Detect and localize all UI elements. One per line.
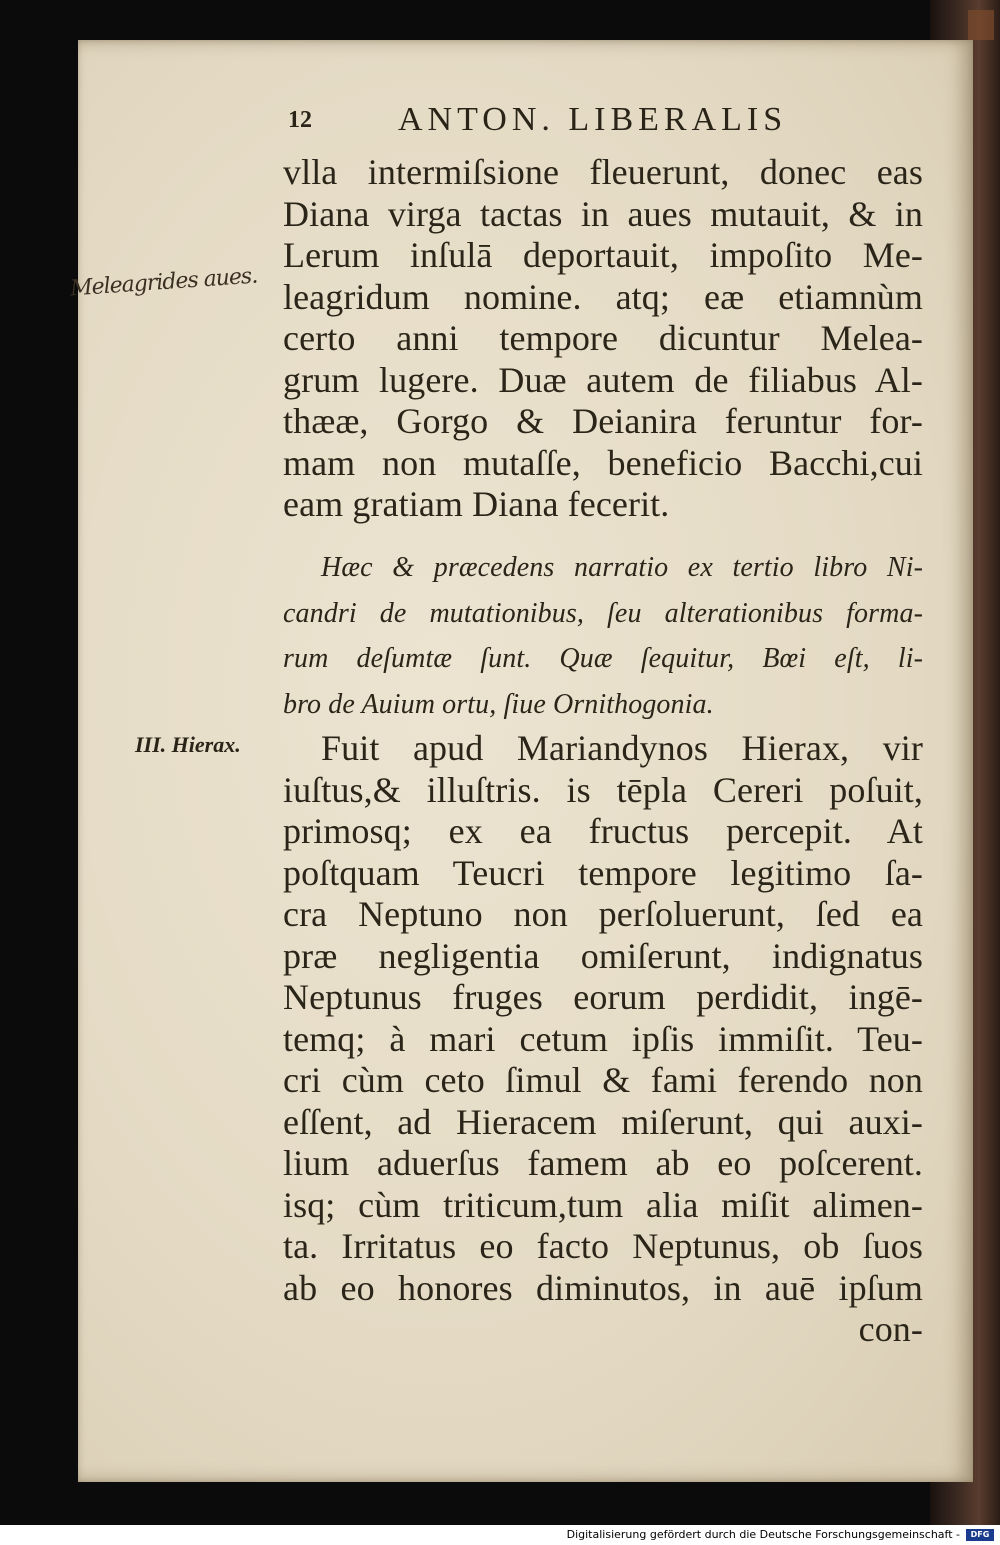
text-line: candri de mutationibus, ſeu alterationibus forma- — [283, 597, 923, 629]
digitization-footer — [0, 1525, 1000, 1545]
text-line: eſſent, ad Hieracem miſerunt, qui auxi- — [283, 1101, 923, 1142]
text-line: Fuit apud Mariandynos Hierax, vir — [321, 728, 923, 768]
catchword: con- — [858, 1309, 923, 1349]
text-line: ab eo honores diminutos, in auē ipſum — [283, 1267, 923, 1308]
text-line: cri cùm ceto ſimul & fami ferendo non — [283, 1060, 923, 1100]
text-line: bro de Auium ortu, ſiue Ornithogonia. — [283, 688, 714, 720]
text-line: Neptunus fruges eorum perdidit, ingē- — [283, 977, 923, 1017]
running-head — [288, 98, 928, 142]
section-label: III. Hierax. — [135, 732, 241, 757]
text-line: Lerum inſulā deportauit, impoſito Me- — [283, 235, 923, 275]
binding-stripe — [968, 10, 994, 40]
book-page — [69, 40, 973, 1482]
text-line: præ negligentia omiſerunt, indignatus — [283, 935, 923, 976]
page-number: 12 — [288, 107, 312, 133]
text-line: isq; cùm triticum,tum alia miſit alimen- — [283, 1184, 923, 1225]
text-line: poſtquam Teucri tempore legitimo ſa- — [283, 852, 923, 893]
paragraph-1 — [283, 152, 923, 526]
text-line: eam gratiam Diana fecerit. — [283, 484, 670, 524]
funding-credit: Digitalisierung gefördert durch die Deutsche Forschungsgemeinschaft - — [566, 1528, 960, 1541]
text-line: iuſtus,& illuſtris. is tēpla Cereri poſuit, — [283, 769, 923, 810]
text-line: Diana virga tactas in aues mutauit, & in — [283, 193, 923, 234]
text-line: primosq; ex ea fructus percepit. At — [283, 811, 923, 851]
italic-note-paragraph — [283, 545, 923, 727]
handwritten-marginal-note: Meleagrides aues. — [69, 263, 258, 302]
text-line: rum deſumtæ ſunt. Quæ ſequitur, Bœi eſt, li- — [283, 643, 923, 674]
text-line: mam non mutaſſe, beneficio Bacchi,cui — [283, 442, 923, 483]
text-line: certo anni tempore dicuntur Melea- — [283, 318, 923, 358]
running-title: ANTON. LIBERALIS — [398, 101, 788, 138]
text-line: cra Neptuno non perſoluerunt, ſed ea — [283, 894, 923, 934]
text-line: vlla intermiſsione fleuerunt, donec eas — [283, 152, 923, 192]
text-line: lium aduerſus famem ab eo poſcerent. — [283, 1143, 923, 1183]
text-line: temq; à mari cetum ipſis immiſit. Teu- — [283, 1018, 923, 1059]
dfg-logo: DFG — [966, 1529, 994, 1541]
text-line: ta. Irritatus eo facto Neptunus, ob ſuos — [283, 1226, 923, 1266]
text-line: leagridum nomine. atq; eæ etiamnùm — [283, 276, 923, 317]
text-line: thææ, Gorgo & Deianira feruntur for- — [283, 401, 923, 441]
text-line: Hæc & præcedens narratio ex tertio libro Ni- — [321, 552, 923, 583]
text-line: grum lugere. Duæ autem de filiabus Al- — [283, 359, 923, 400]
paragraph-3 — [283, 728, 923, 1351]
